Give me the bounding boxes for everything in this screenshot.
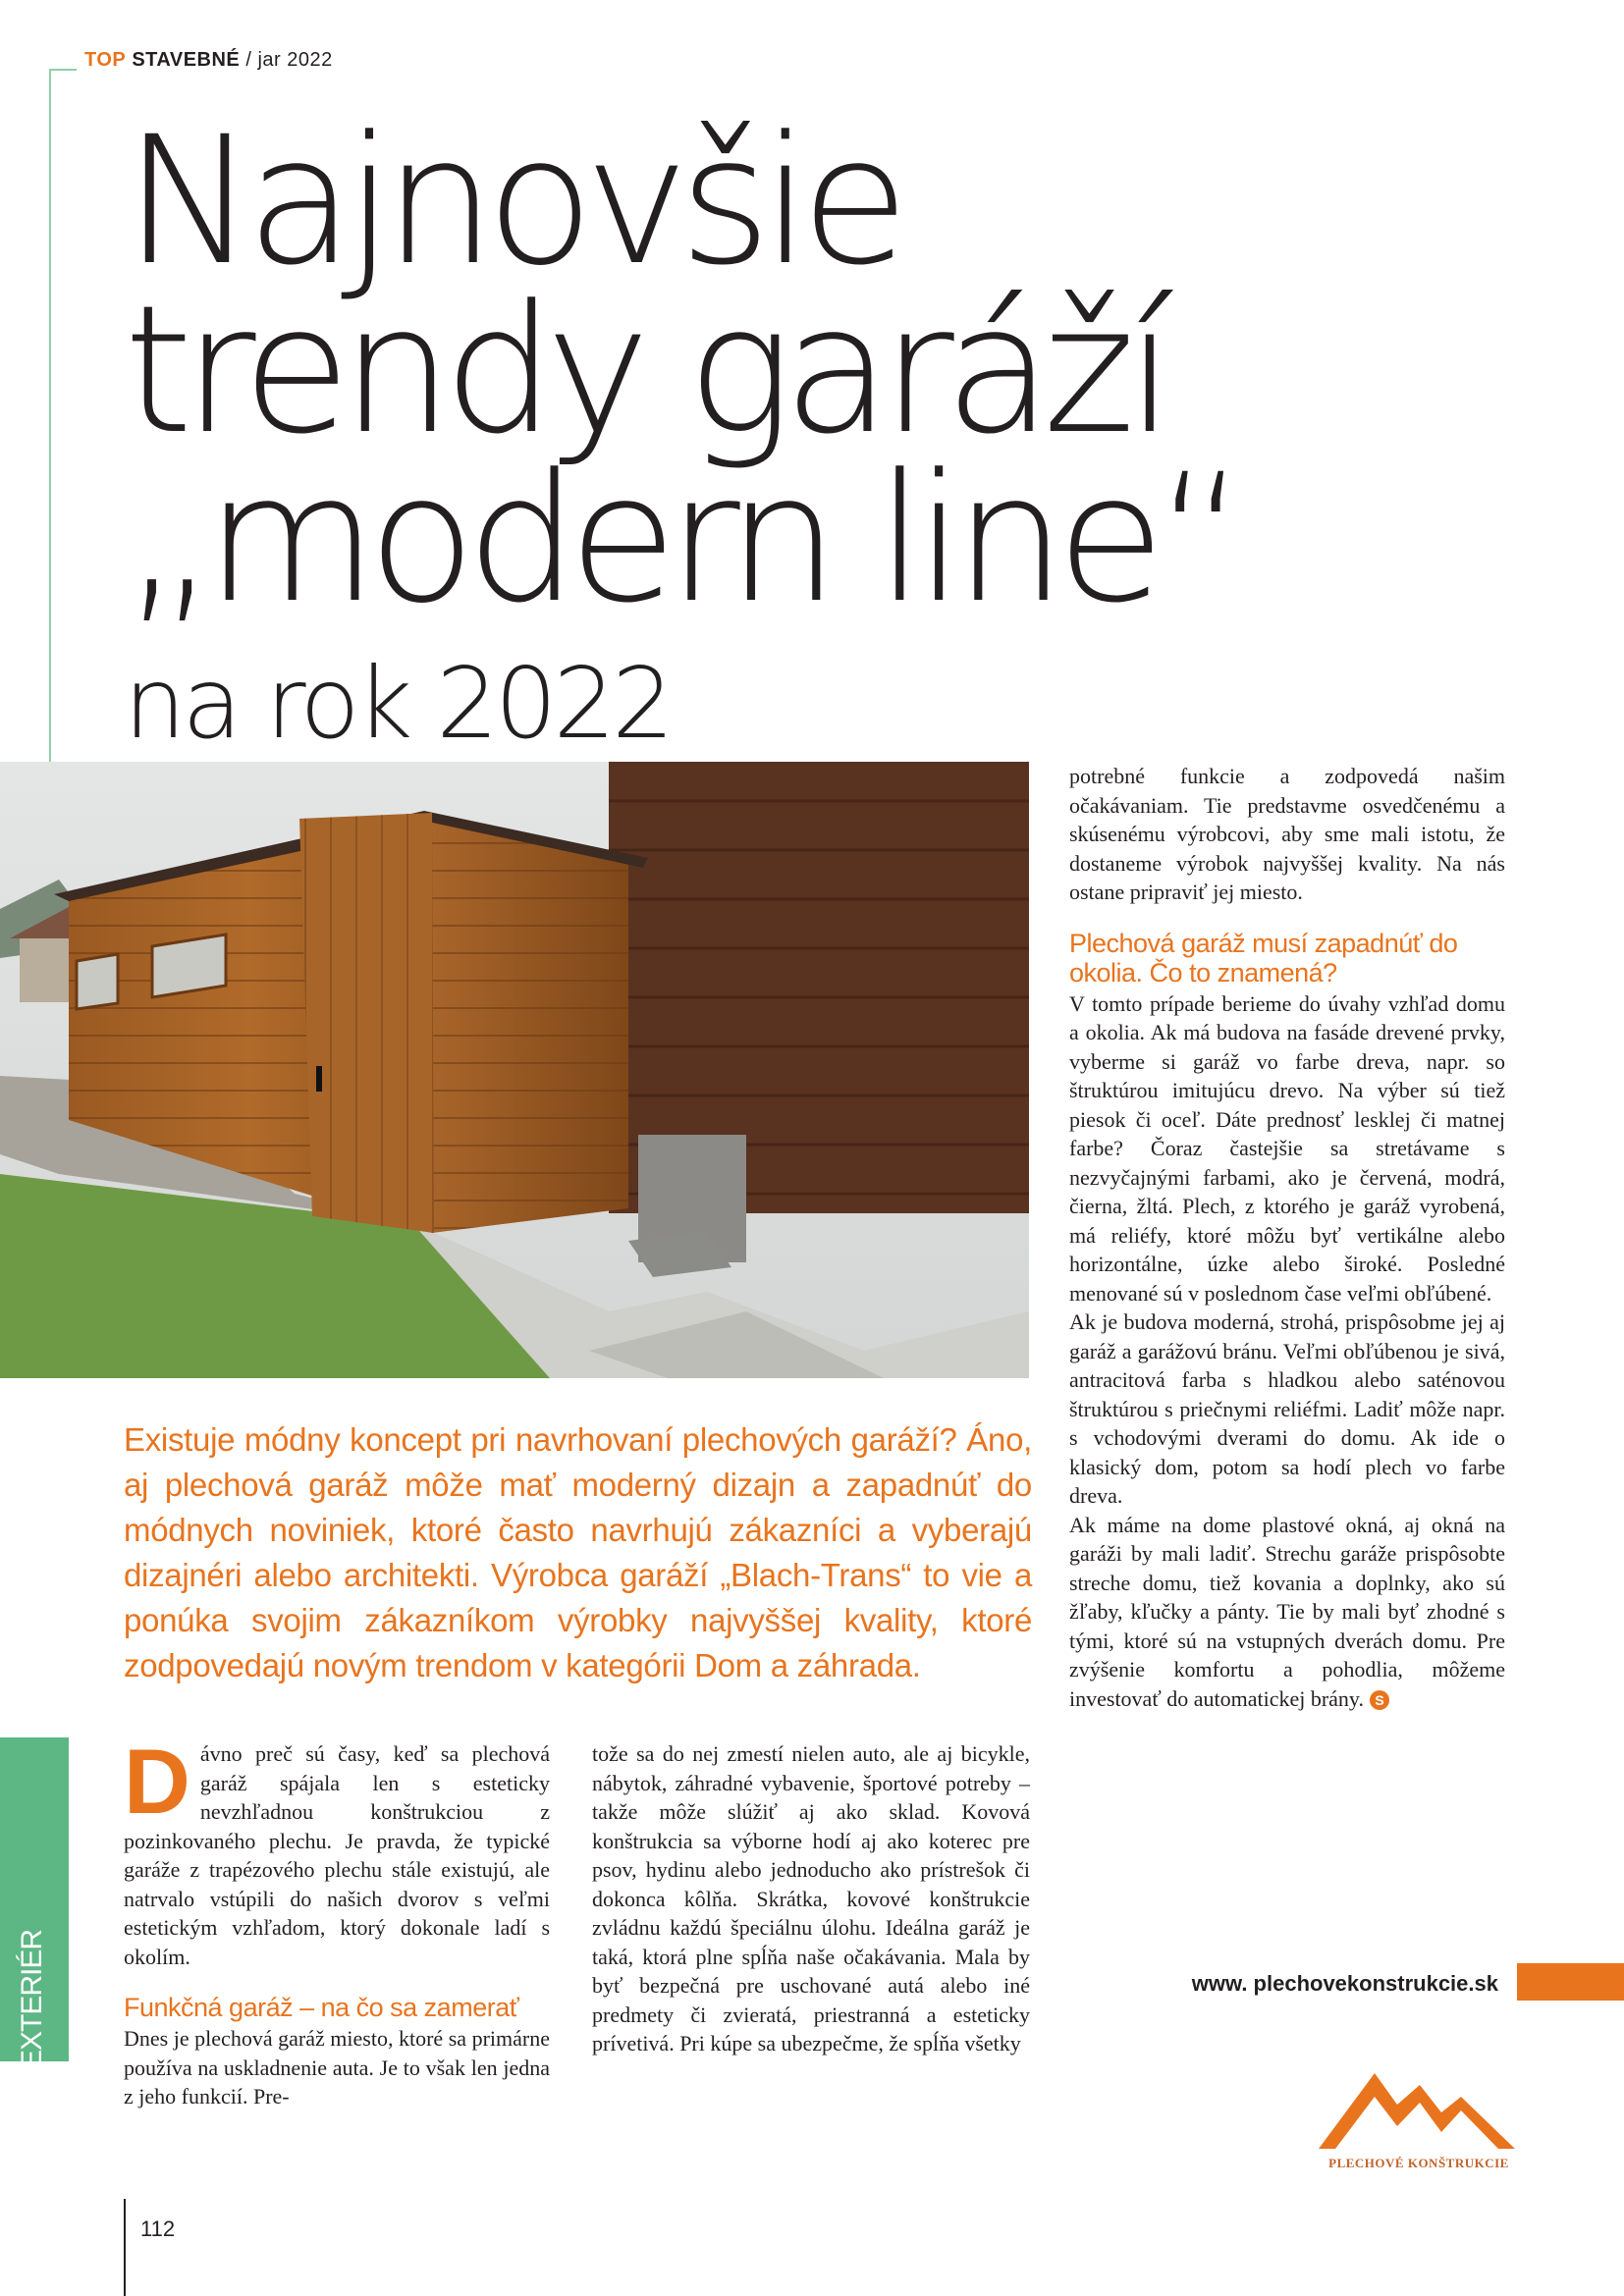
page-number: 112	[140, 2216, 176, 2241]
company-website: www. plechovekonstrukcie.sk	[1191, 1971, 1498, 1996]
col1-paragraph-1-text: ávno preč sú časy, keď sa plechová garáž spájala len s esteticky nevzhľadnou konštrukciou z pozinkovaného plechu. Je pravda, že typické garáže z trapézového plechu stále existujú, ale natrvalo vstúpili do našich dvorov s veľmi estetickým vzhľadom, ktorý dokonale ladí s okolím.	[124, 1741, 550, 1969]
running-head	[84, 49, 333, 72]
article-subtitle: na rok 2022	[124, 646, 671, 761]
running-head-top: TOP	[84, 49, 127, 71]
company-logo-text: PLECHOVÉ KONŠTRUKCIE	[1328, 2156, 1509, 2170]
col3-paragraph-2: V tomto prípade berieme do úvahy vzhľad domu a okolia. Ak má budova na fasáde drevené prvky, vyberme si garáž vo farbe dreva, napr. so štruktúrou imitujúcu drevo. Na výber sú tiež piesok či oceľ. Dáte prednosť lesklej či matnej farbe? Čoraz častejšie sa stretávame s nezvyčajnými farbami, ako je červená, modrá, čierna, žltá. Plech, z ktorého je garáž vyrobená, má reliéfy, ktoré môžu byť vertikálne alebo horizontálne, úzke alebo široké. Posledné menované sú v poslednom čase veľmi obľúbené.	[1069, 990, 1505, 1306]
col3-paragraph-4-text: Ak máme na dome plastové okná, aj okná na garáži by mali ladiť. Strechu garáže prispôsobte streche domu, tiež kovania a doplnky, ako sú žľaby, kľučky a pánty. Tie by mali byť zhodné s tými, ktoré sú na vstupných dverách domu. Pre zvýšenie komfortu a pohodlia, môžeme investovať do automatickej brány.	[1069, 1512, 1505, 1711]
section-label-text: EXTERIÉR	[16, 1929, 48, 2069]
col3-subheading: Plechová garáž musí zapadnúť do okolia. Čo to znamená?	[1069, 928, 1458, 988]
col3-paragraph-4	[1069, 1511, 1505, 1714]
title-line-1: Najnovšie	[124, 99, 900, 304]
article-column-3	[1069, 762, 1505, 1713]
title-line-2: trendy garáží	[124, 268, 1165, 473]
col3-paragraph-3: Ak je budova moderná, strohá, prispôsobme jej aj garáž a garážovú bránu. Veľmi obľúbenou je sivá, antracitová farba s hladkou alebo saténovou štruktúrou s priečnymi reliéfmi. Ladiť môže napr. s vchodovými dverami do domu. Ak ide o klasický dom, potom sa hodí plech vo farbe dreva.	[1069, 1309, 1505, 1508]
col1-subheading: Funkčná garáž – na čo sa zamerať	[124, 1993, 519, 2022]
footer-rule	[124, 2199, 126, 2296]
header-rule-vertical	[49, 69, 51, 766]
drop-cap: D	[124, 1730, 190, 1833]
article-title	[124, 99, 1253, 642]
title-line-3: „modern line“	[124, 437, 1237, 642]
col2-paragraph-1: tože sa do nej zmestí nielen auto, ale aj bicykle, nábytok, záhradné vybavenie, športové potreby – takže môže slúžiť aj ako sklad. Kovová konštrukcia sa výborne hodí aj ako koterec pre psov, hydinu alebo jednoducho ako prístrešok či dokonca kôlňa. Skrátka, kovové konštrukcie zvládnu každú špeciálnu úlohu. Ideálna garáž je taká, ktorá plne spĺňa naše očakávania. Mala by byť bezpečná pre uschované autá alebo iné predmety či zvieratá, priestranná a esteticky prívetivá. Pri kúpe sa ubezpečme, že spĺňa všetky	[592, 1741, 1030, 2056]
running-head-brand: STAVEBNÉ	[132, 49, 241, 71]
garage-photo	[0, 762, 1029, 1378]
article-column-2	[592, 1739, 1030, 2058]
header-rule-horizontal	[49, 69, 77, 71]
col1-paragraph-2: Dnes je plechová garáž miesto, ktoré sa primárne používa na uskladnenie auta. Je to však len jedna z jeho funkcií. Pre-	[124, 2026, 550, 2109]
section-label	[0, 1929, 69, 2079]
end-mark-icon: S	[1370, 1690, 1389, 1710]
col3-paragraph-1: potrebné funkcie a zodpovedá našim očakávaniam. Tie predstavme osvedčenému a skúsenému výrobcovi, aby sme mali istotu, že dostaneme výrobok najvyššej kvality. Na nás ostane pripraviť jej miesto.	[1069, 764, 1505, 904]
lead-paragraph: Existuje módny koncept pri navrhovaní plechových garáží? Áno, aj plechová garáž môže mať moderný dizajn a zapadnúť do módnych noviniek, ktoré často navrhujú zákazníci a vyberajú dizajnéri alebo architekti. Výrobca garáží „Blach-Trans“ to vie a ponúka svojim zákazníkom výrobky najvyššej kvality, ktoré zodpovedajú novým trendom v kategórii Dom a záhrada.	[124, 1421, 1032, 1683]
running-head-issue: / jar 2022	[245, 49, 333, 71]
accent-bar	[1517, 1963, 1624, 2001]
article-column-1	[124, 1730, 550, 2111]
col1-paragraph-1	[124, 1730, 550, 1971]
